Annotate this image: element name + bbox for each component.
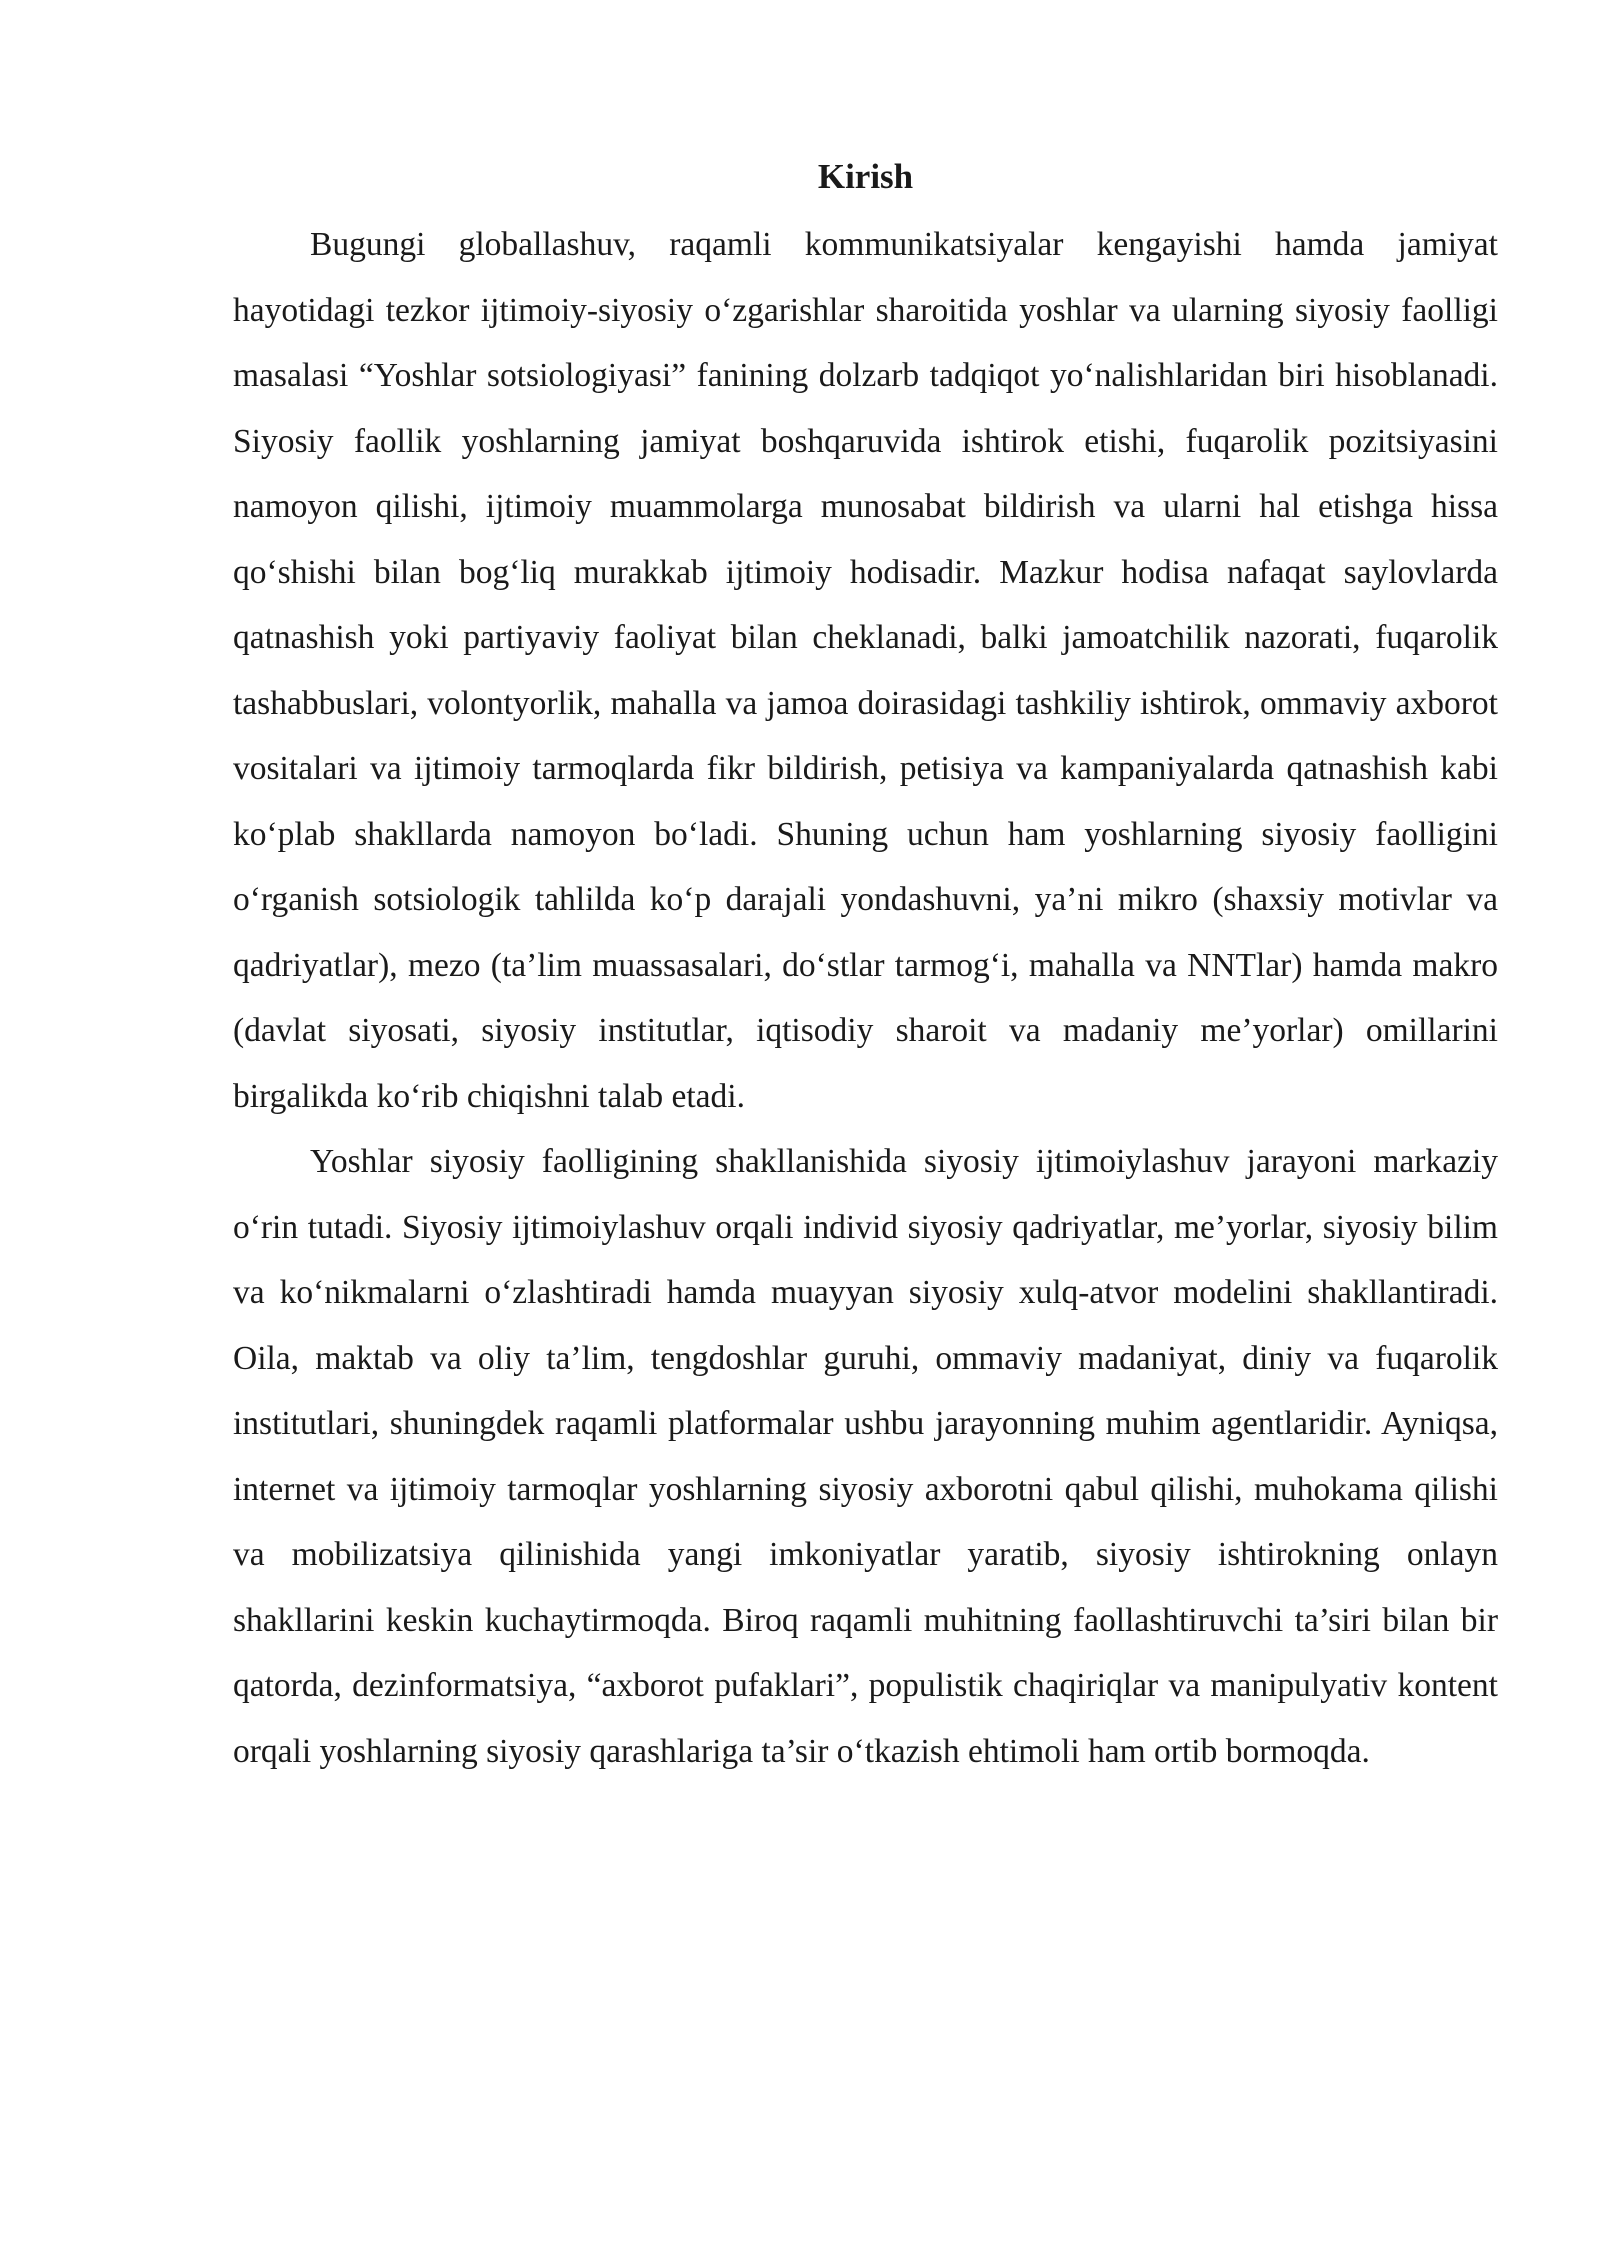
paragraph-2: Yoshlar siyosiy faolligining shakllanishida siyosiy ijtimoiylashuv jarayoni markaziy o‘rin tutadi. Siyosiy ijtimoiylashuv orqali individ siyosiy qadriyatlar, me’yorlar, siyosiy bilim va ko‘nikmalarni o‘zlashtiradi hamda muayyan siyosiy xulq-atvor modelini shakllantiradi. Oila, maktab va oliy ta’lim, tengdoshlar guruhi, ommaviy madaniyat, diniy va fuqarolik institutlari, shuningdek raqamli platformalar ushbu jarayonning muhim agentlaridir. Ayniqsa, internet va ijtimoiy tarmoqlar yoshlarning siyosiy axborotni qabul qilishi, muhokama qilishi va mobilizatsiya qilinishida yangi imkoniyatlar yaratib, siyosiy ishtirokning onlayn shakllarini keskin kuchaytirmoqda. Biroq raqamli muhitning faollashtiruvchi ta’siri bilan bir qatorda, dezinformatsiya, “axborot pufaklari”, populistik chaqiriqlar va manipulyativ kontent orqali yoshlarning siyosiy qarashlariga ta’sir o‘tkazish ehtimoli ham ortib bormoqda.	[233, 1143, 1498, 1770]
paragraph-1: Bugungi globallashuv, raqamli kommunikatsiyalar kengayishi hamda jamiyat hayotidagi tezkor ijtimoiy-siyosiy o‘zgarishlar sharoitida yoshlar va ularning siyosiy faolligi masalasi “Yoshlar sotsiologiyasi” fanining dolzarb tadqiqot yo‘nalishlaridan biri hisoblanadi. Siyosiy faollik yoshlarning jamiyat boshqaruvida ishtirok etishi, fuqarolik pozitsiyasini namoyon qilishi, ijtimoiy muammolarga munosabat bildirish va ularni hal etishga hissa qo‘shishi bilan bog‘liq murakkab ijtimoiy hodisadir. Mazkur hodisa nafaqat saylovlarda qatnashish yoki partiyaviy faoliyat bilan cheklanadi, balki jamoatchilik nazorati, fuqarolik tashabbuslari, volontyorlik, mahalla va jamoa doirasidagi tashkiliy ishtirok, ommaviy axborot vositalari va ijtimoiy tarmoqlarda fikr bildirish, petisiya va kampaniyalarda qatnashish kabi ko‘plab shakllarda namoyon bo‘ladi. Shuning uchun ham yoshlarning siyosiy faolligini o‘rganish sotsiologik tahlilda ko‘p darajali yondashuvni, ya’ni mikro (shaxsiy motivlar va qadriyatlar), mezo (ta’lim muassasalari, do‘stlar tarmog‘i, mahalla va NNTlar) hamda makro (davlat siyosati, siyosiy institutlar, iqtisodiy sharoit va madaniy me’yorlar) omillarini birgalikda ko‘rib chiqishni talab etadi.	[233, 226, 1498, 1115]
page-title: Kirish	[817, 157, 914, 196]
